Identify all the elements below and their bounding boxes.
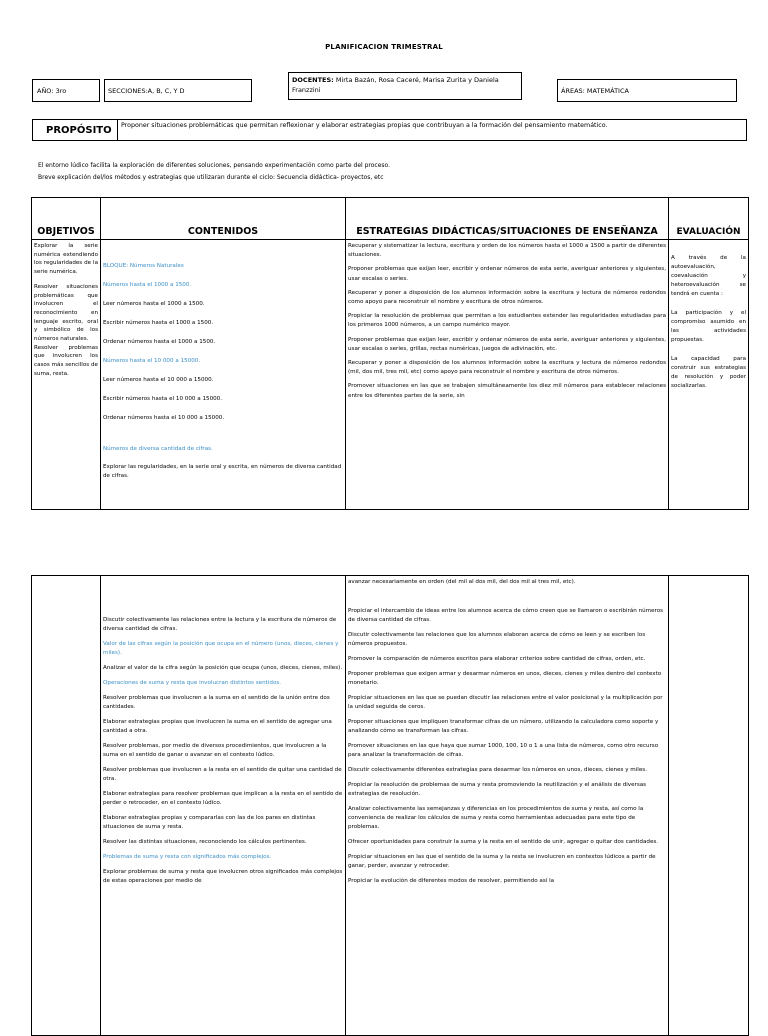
contenido-item (103, 742, 343, 760)
estrategia-text: Discutir colectivamente diferentes estrategias para desarmar los números en unos, dieces, cienes y miles. (348, 767, 647, 773)
note-2 (38, 173, 384, 183)
estrategia-item (348, 607, 666, 625)
contenido-text: Resolver problemas que involucren a la resta en el sentido de quitar una cantidad de otra. (103, 767, 342, 782)
evaluacion-item (671, 309, 746, 345)
objetivo-item (34, 344, 98, 379)
estrategia-text: Propiciar la resolución de problemas que permitan a los estudiantes extender las regularidades estudiadas para los primeros 1000 números, a un campo numérico mayor. (348, 313, 666, 329)
contenido-heading: Problemas de suma y resta con significados más complejos. (103, 854, 272, 860)
docentes-names: Mirta Bazán, Rosa Caceré, Marisa Zurita y Daniela Franzzini (292, 76, 499, 94)
estrategia-text: Promover situaciones en las que se trabajen simultáneamente los diez mil números para establecer relaciones entre los diferentes partes de la serie, sin (348, 383, 666, 399)
objetivos-cell (32, 240, 101, 510)
estrategia-item (348, 359, 666, 377)
docentes-label: DOCENTES: (292, 76, 334, 84)
estrategia-item (348, 631, 666, 649)
contenido-item (103, 319, 343, 328)
areas-box (557, 79, 737, 102)
planning-table (31, 197, 749, 510)
contenido-item (103, 790, 343, 808)
estrategia-text: Propiciar situaciones en las que el sentido de la suma y la resta se involucren en contextos lúdicos a partir de ganar, perder, avanzar y retroceder. (348, 854, 656, 869)
objetivo-text: Resolver problemas que involucren los casos más sencillos de suma, resta. (34, 344, 98, 377)
contenido-heading: Números de diversa cantidad de cifras. (103, 446, 213, 452)
contenido-item (103, 463, 343, 481)
contenido-item (103, 300, 343, 309)
estrategia-item (348, 694, 666, 712)
estrategia-item (348, 382, 666, 400)
estrategia-item (348, 336, 666, 354)
estrategia-text: Propiciar situaciones en las que se puedan discutir las relaciones entre el valor posicional y la multiplicación por la unidad seguida de ceros. (348, 695, 663, 710)
docentes-text (292, 75, 518, 95)
estrategia-item (348, 838, 666, 847)
estrategia-text: Promover situaciones en las que haya que sumar 1000, 100, 10 o 1 a una lista de números, como otro recurso para analizar la transformación de cifras. (348, 743, 659, 758)
estrategia-text: Discutir colectivamente las relaciones que los alumnos elaboran acerca de cómo se leen y se escriben los números propuestos. (348, 632, 646, 647)
contenido-text: Resolver problemas que involucren a la suma en el sentido de la unión entre dos cantidades. (103, 695, 330, 710)
proposito-text-box (117, 119, 747, 141)
secciones-label: SECCIONES:A, B, C, Y D (108, 87, 185, 95)
estrategia-item (348, 853, 666, 871)
estrategia-text: Proponer problemas que exigen armar y desarmar números en unos, dieces, cienes y miles dentro del contexto monetario. (348, 671, 662, 686)
estrategia-text: Proponer problemas que exijan leer, escribir y ordenar números de esta serie, averiguar anteriores y siguientes, usar escalas o series. (348, 266, 666, 282)
objetivo-item (34, 283, 98, 344)
contenido-item (103, 338, 343, 347)
estrategia-text: Recuperar y sistematizar la lectura, escritura y orden de los números hasta el 1000 a 1500 a partir de diferentes situaciones. (348, 243, 666, 259)
contenido-item (103, 814, 343, 832)
estrategias-cell-cont (346, 576, 669, 1036)
contenido-text: Resolver problemas, por medio de diversos procedimientos, que involucren a la suma en el sentido de ganar o avanzar en el contexto lúdico. (103, 743, 327, 758)
anio-label: AÑO: 3ro (37, 87, 67, 95)
contenido-heading: Operaciones de suma y resta que involucran distintos sentidos. (103, 680, 282, 686)
estrategia-text: Recuperar y poner a disposición de los alumnos información sobre la escritura y lectura de números redondos (mil, dos mil, tres mil, etc) como apoyo para reconstruir el nombre y escritura de otros números. (348, 360, 666, 376)
docentes-box (288, 72, 522, 100)
contenido-text: Explorar las regularidades, en la serie oral y escrita, en números de diversa cantidad de cifras. (103, 464, 342, 479)
estrategia-item (348, 742, 666, 760)
header-evaluacion: EVALUACIÓN (669, 198, 749, 240)
contenido-text: Elaborar estrategias propias que involucren la suma en el sentido de agregar una cantidad a otra. (103, 719, 332, 734)
header-objetivos: OBJETIVOS (32, 198, 101, 240)
estrategia-text: Proponer problemas que exijan leer, escribir y ordenar números de esta serie, averiguar anteriores y siguientes, usar escalas o series, grillas, rectas numéricas, juegos de adivinación, etc. (348, 336, 666, 352)
estrategia-item (348, 781, 666, 799)
contenido-heading: BLOQUE: Números Naturales (103, 263, 184, 269)
contenido-item (103, 616, 343, 634)
contenido-text: Resolver las distintas situaciones, reconociendo los cálculos pertinentes. (103, 839, 307, 845)
objetivos-cell-cont (32, 576, 101, 1036)
evaluacion-cell (669, 240, 749, 510)
evaluacion-text: La capacidad para construir sus estrategias de resolución y poder socializarlas. (671, 356, 746, 389)
estrategia-text: Propiciar el intercambio de ideas entre los alumnos acerca de cómo creen que se llamaron o escribirán números de diversa cantidad de cifras. (348, 608, 664, 623)
contenido-item (103, 414, 343, 423)
note-2-text: Breve explicación del/los métodos y estrategias que utilizaran durante el ciclo: Secuencia didáctica- proyectos, etc (38, 174, 384, 181)
note-1-text: El entorno lúdico facilita la exploración de diferentes soluciones, pensando experimentación como parte del proceso. (38, 162, 390, 169)
estrategia-item (348, 265, 666, 283)
estrategia-text: Propiciar la resolución de problemas de suma y resta promoviendo la reutilización y el análisis de diversas estrategias de resolución. (348, 782, 647, 797)
contenido-item (103, 838, 343, 847)
contenido-item (103, 766, 343, 784)
estrategia-text: Promover la comparación de números escritos para elaborar criterios sobre cantidad de cifras, orden, etc. (348, 656, 646, 662)
contenido-text: Elaborar estrategias propias y compararlas con las de los pares en distintas situaciones de suma y resta. (103, 815, 316, 830)
secciones-box (104, 79, 252, 102)
contenido-item (103, 376, 343, 385)
contenido-item (103, 664, 343, 673)
contenidos-cell-cont (101, 576, 346, 1036)
estrategia-item (348, 766, 666, 775)
estrategia-text: Ofrecer oportunidades para construir la suma y la resta en el sentido de unir, agregar o quitar dos cantidades. (348, 839, 659, 845)
contenidos-cell (101, 240, 346, 510)
contenido-heading: Valor de las cifras según la posición que ocupa en el número (unos, dieces, cienes y miles). (103, 641, 339, 656)
note-1 (38, 161, 390, 171)
contenido-item (103, 868, 343, 886)
estrategia-item (348, 670, 666, 688)
planning-table-continued (31, 575, 749, 1036)
contenido-text: Elaborar estrategias para resolver problemas que implican a la resta en el sentido de perder o retroceder, en el contexto lúdico. (103, 791, 343, 806)
estrategia-item (348, 655, 666, 664)
estrategia-item (348, 805, 666, 832)
objetivo-text: Explorar la serie numérica extendiendo los regularidades de la serie numérica. (34, 243, 98, 276)
estrategia-item (348, 877, 666, 886)
proposito-text: Proponer situaciones problemáticas que permitan reflexionar y elaborar estrategias propias que contribuyan a la formación del pensamiento matemático. (121, 122, 608, 129)
objetivo-text: Resolver situaciones problemáticas que involucren el reconocimiento en lenguaje escrito, oral y simbólico de los números naturales. (34, 283, 98, 343)
header-estrategias: ESTRATEGIAS DIDÁCTICAS/SITUACIONES DE ENSEÑANZA (346, 198, 669, 240)
evaluacion-intro: A través de la autoevaluación, coevaluación y heteroevaluación se tendrá en cuenta : (671, 255, 746, 297)
estrategia-item (348, 312, 666, 330)
contenido-text: Discutir colectivamente las relaciones entre la lectura y la escritura de números de diversa cantidad de cifras. (103, 617, 337, 632)
anio-box (32, 79, 100, 102)
contenido-item (103, 694, 343, 712)
evaluacion-cell-cont (669, 576, 749, 1036)
estrategia-item (348, 718, 666, 736)
estrategia-continuation: avanzar necesariamente en orden (del mil al dos mil, del dos mil al tres mil, etc). (348, 579, 576, 585)
evaluacion-text: La participación y el compromiso asumido en las actividades propuestas. (671, 310, 746, 343)
contenido-text: Escribir números hasta el 1000 a 1500. (103, 320, 214, 326)
estrategias-cell (346, 240, 669, 510)
document-title: PLANIFICACION TRIMESTRAL (325, 43, 443, 51)
proposito-label-box (32, 119, 118, 141)
objetivo-item (34, 242, 98, 277)
contenido-text: Escribir números hasta el 10 000 a 15000. (103, 396, 223, 402)
contenido-item (103, 395, 343, 404)
contenido-text: Leer números hasta el 10 000 a 15000. (103, 377, 214, 383)
proposito-label: PROPÓSITO (46, 125, 112, 136)
evaluacion-item (671, 355, 746, 391)
areas-label: ÁREAS: MATEMÁTICA (561, 87, 629, 95)
contenido-text: Analizar el valor de la cifra según la posición que ocupa (unos, dieces, cienes, miles). (103, 665, 343, 671)
estrategia-item (348, 289, 666, 307)
estrategia-text: Analizar colectivamente las semejanzas y diferencias en los procedimientos de suma y resta, así como la conveniencia de realizar los cálculos de suma y resta como herramientas adecuadas para este tipo de problemas. (348, 806, 644, 830)
contenido-heading: Números hasta el 10 000 a 15000. (103, 358, 201, 364)
estrategia-text: Recuperar y poner a disposición de los alumnos información sobre la escritura y lectura de números redondos como apoyo para reconstruir el nombre y escritura de otros números. (348, 289, 666, 306)
contenido-text: Ordenar números hasta el 10 000 a 15000. (103, 415, 225, 421)
contenido-heading: Números hasta el 1000 a 1500. (103, 282, 192, 288)
estrategia-item (348, 242, 666, 260)
contenido-text: Explorar problemas de suma y resta que involucren otros significados más complejos de estas operaciones por medio de (103, 869, 343, 884)
contenido-text: Leer números hasta el 1000 a 1500. (103, 301, 205, 307)
contenido-item (103, 718, 343, 736)
header-contenidos: CONTENIDOS (101, 198, 346, 240)
estrategia-text: Propiciar la evolución de diferentes modos de resolver, permitiendo así la (348, 878, 555, 884)
estrategia-text: Proponer situaciones que impliquen transformar cifras de un número, utilizando la calculadora como soporte y analizando cómo se transforman las cifras. (348, 719, 659, 734)
contenido-text: Ordenar números hasta el 1000 a 1500. (103, 339, 216, 345)
